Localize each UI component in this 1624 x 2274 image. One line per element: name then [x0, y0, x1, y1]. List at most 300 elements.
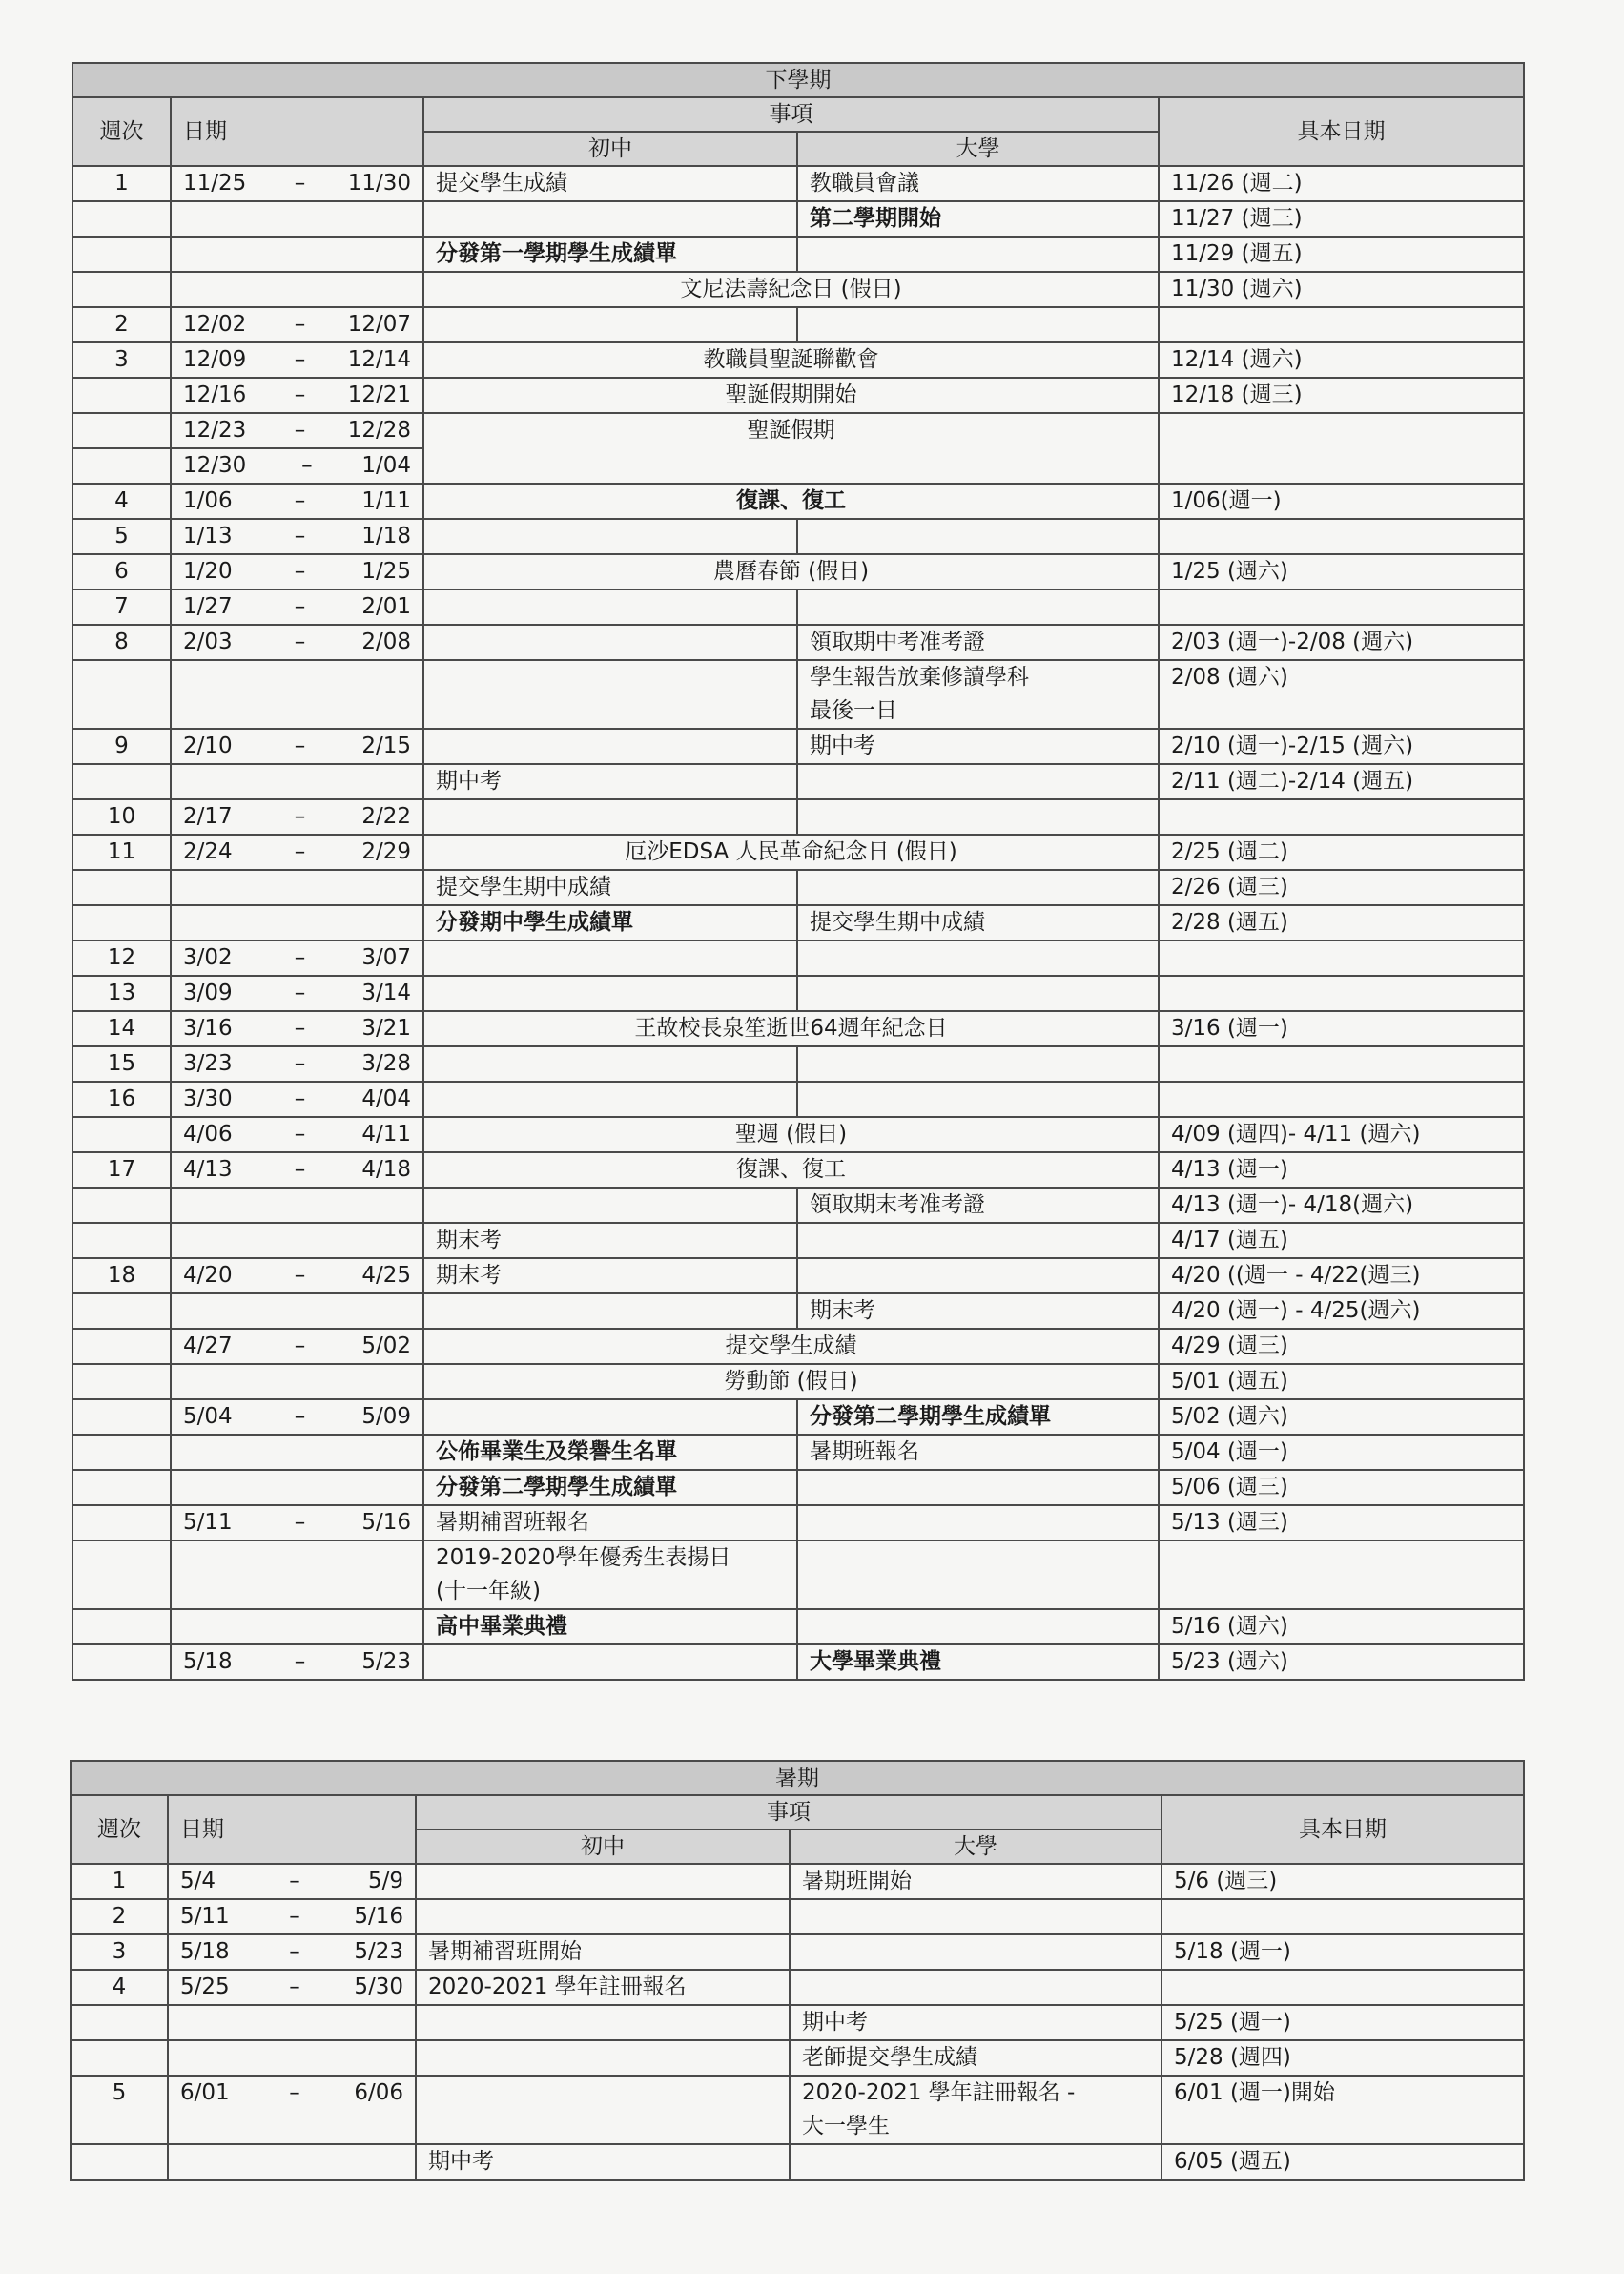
junior-event-cell	[423, 1046, 797, 1082]
university-event-cell: 提交學生期中成績	[797, 905, 1159, 941]
table-row	[71, 2144, 1524, 2180]
university-event-cell	[797, 237, 1159, 272]
table-row	[71, 2076, 1524, 2144]
table-row	[72, 1293, 1524, 1329]
date-to: 1/25	[361, 559, 411, 584]
specific-date-cell: 1/06(週一)	[1159, 484, 1524, 519]
date-from: 1/13	[183, 524, 233, 548]
table-row	[72, 905, 1524, 941]
week-cell	[72, 1188, 171, 1223]
date-range-cell	[171, 1188, 423, 1223]
specific-date-cell: 5/16 (週六)	[1159, 1609, 1524, 1644]
date-to: 5/9	[367, 1869, 403, 1893]
date-from: 3/23	[183, 1051, 233, 1076]
date-range-cell	[168, 2005, 416, 2040]
specific-date-cell: 2/10 (週一)-2/15 (週六)	[1159, 729, 1524, 764]
specific-date-cell: 4/20 (週一) - 4/25(週六)	[1159, 1293, 1524, 1329]
junior-event-cell: 期中考	[423, 764, 797, 799]
university-event-cell	[797, 307, 1159, 342]
junior-event-cell: 提交學生期中成績	[423, 870, 797, 905]
week-cell	[72, 660, 171, 729]
date-range-cell	[171, 1117, 423, 1152]
header-specific-date: 具本日期	[1161, 1795, 1524, 1864]
date-dash: –	[294, 1086, 306, 1111]
week-cell: 2	[71, 1899, 168, 1934]
specific-date-cell: 11/27 (週三)	[1159, 201, 1524, 237]
header-specific-date: 具本日期	[1159, 97, 1524, 166]
date-range-cell	[171, 589, 423, 625]
university-event-cell: 期末考	[797, 1293, 1159, 1329]
shared-event-cell: 勞動節 (假日)	[423, 1364, 1159, 1399]
specific-date-cell	[1161, 1899, 1524, 1934]
date-to: 2/22	[361, 804, 411, 829]
date-range-cell	[171, 1364, 423, 1399]
table-row	[72, 484, 1524, 519]
date-from: 5/25	[180, 1974, 230, 1999]
shared-event-cell: 復課、復工	[423, 1152, 1159, 1188]
date-range-cell	[171, 1644, 423, 1680]
university-event-cell	[797, 1470, 1159, 1505]
university-event-cell: 第二學期開始	[797, 201, 1159, 237]
table-row	[72, 413, 1524, 448]
date-dash: –	[294, 1649, 306, 1674]
week-cell: 18	[72, 1258, 171, 1293]
week-cell: 15	[72, 1046, 171, 1082]
junior-event-cell: 高中畢業典禮	[423, 1609, 797, 1644]
week-cell	[72, 448, 171, 484]
junior-event-cell	[423, 625, 797, 660]
junior-event-cell	[416, 1899, 790, 1934]
week-cell	[72, 1470, 171, 1505]
specific-date-cell	[1159, 413, 1524, 484]
date-range-cell	[171, 905, 423, 941]
week-cell	[72, 201, 171, 237]
junior-event-cell	[423, 1540, 797, 1609]
date-to: 4/04	[361, 1086, 411, 1111]
date-range-cell	[171, 660, 423, 729]
week-cell	[72, 413, 171, 448]
table-row	[72, 1188, 1524, 1223]
date-to: 4/25	[361, 1263, 411, 1288]
junior-event-cell	[423, 1293, 797, 1329]
date-to: 12/14	[347, 347, 411, 372]
table-row	[72, 201, 1524, 237]
date-dash: –	[294, 945, 306, 970]
table-row	[71, 1970, 1524, 2005]
specific-date-cell	[1159, 1082, 1524, 1117]
junior-event-cell	[423, 519, 797, 554]
university-event-cell	[797, 870, 1159, 905]
junior-event-cell: 期中考	[416, 2144, 790, 2180]
week-cell	[72, 764, 171, 799]
date-to: 6/06	[354, 2080, 403, 2105]
week-cell: 14	[72, 1011, 171, 1046]
date-range-cell	[171, 1470, 423, 1505]
week-cell: 1	[71, 1864, 168, 1899]
university-event-cell	[790, 1899, 1161, 1934]
date-to: 2/15	[361, 734, 411, 758]
date-range-cell	[171, 519, 423, 554]
header-date: 日期	[171, 97, 423, 166]
date-dash: –	[294, 312, 306, 337]
junior-event-cell: 分發第一學期學生成績單	[423, 237, 797, 272]
date-range-cell	[171, 1152, 423, 1188]
university-event-cell	[797, 589, 1159, 625]
date-from: 5/11	[183, 1510, 233, 1535]
date-dash: –	[294, 418, 306, 443]
date-from: 1/27	[183, 594, 233, 619]
date-from: 12/09	[183, 347, 247, 372]
junior-event-cell: 2020-2021 學年註冊報名	[416, 1970, 790, 2005]
week-cell	[72, 1223, 171, 1258]
date-range-cell	[171, 272, 423, 307]
date-from: 2/10	[183, 734, 233, 758]
date-range-cell	[171, 764, 423, 799]
date-range-cell	[171, 378, 423, 413]
date-dash: –	[294, 1157, 306, 1182]
shared-event-cell: 聖週 (假日)	[423, 1117, 1159, 1152]
date-to: 4/11	[361, 1122, 411, 1147]
table-row	[72, 519, 1524, 554]
week-cell: 12	[72, 941, 171, 976]
specific-date-cell: 2/25 (週二)	[1159, 835, 1524, 870]
specific-date-cell: 11/29 (週五)	[1159, 237, 1524, 272]
week-cell: 4	[72, 484, 171, 519]
date-range-cell	[171, 307, 423, 342]
table-row	[72, 1609, 1524, 1644]
date-from: 6/01	[180, 2080, 230, 2105]
specific-date-cell: 1/25 (週六)	[1159, 554, 1524, 589]
university-event-cell	[797, 519, 1159, 554]
date-range-cell	[171, 835, 423, 870]
date-to: 2/08	[361, 630, 411, 654]
date-range-cell	[171, 554, 423, 589]
date-range-cell	[171, 976, 423, 1011]
date-range-cell	[168, 1970, 416, 2005]
junior-event-cell	[416, 2076, 790, 2144]
specific-date-cell: 2/26 (週三)	[1159, 870, 1524, 905]
table-row	[72, 1258, 1524, 1293]
university-event-cell	[797, 1223, 1159, 1258]
date-dash: –	[294, 630, 306, 654]
table-row	[72, 729, 1524, 764]
university-event-cell: 領取期中考准考證	[797, 625, 1159, 660]
week-cell	[72, 378, 171, 413]
date-range-cell	[168, 1899, 416, 1934]
header-university: 大學	[797, 132, 1159, 166]
date-range-cell	[171, 870, 423, 905]
table-row	[72, 976, 1524, 1011]
week-cell	[72, 1364, 171, 1399]
table-row	[71, 1899, 1524, 1934]
shared-event-cell: 提交學生成績	[423, 1329, 1159, 1364]
university-event-cell	[790, 1934, 1161, 1970]
date-from: 12/30	[183, 453, 247, 478]
date-dash: –	[289, 1974, 300, 1999]
university-event-cell: 領取期末考准考證	[797, 1188, 1159, 1223]
semester-title: 下學期	[72, 63, 1524, 97]
shared-event-cell: 王故校長泉笙逝世64週年紀念日	[423, 1011, 1159, 1046]
university-event-cell: 教職員會議	[797, 166, 1159, 201]
week-cell: 16	[72, 1082, 171, 1117]
date-from: 12/23	[183, 418, 247, 443]
date-to: 4/18	[361, 1157, 411, 1182]
date-dash: –	[289, 1939, 300, 1964]
week-cell: 17	[72, 1152, 171, 1188]
header-week: 週次	[71, 1795, 168, 1864]
week-cell	[72, 870, 171, 905]
junior-event-cell	[423, 307, 797, 342]
date-dash: –	[294, 594, 306, 619]
date-dash: –	[294, 839, 306, 864]
date-range-cell	[168, 2144, 416, 2180]
specific-date-cell: 6/01 (週一)開始	[1161, 2076, 1524, 2144]
date-dash: –	[294, 1016, 306, 1041]
shared-event-cell: 聖誕假期開始	[423, 378, 1159, 413]
date-range-cell	[171, 1293, 423, 1329]
specific-date-cell: 5/25 (週一)	[1161, 2005, 1524, 2040]
date-to: 2/01	[361, 594, 411, 619]
university-event-cell	[797, 1505, 1159, 1540]
date-dash: –	[294, 1051, 306, 1076]
date-from: 1/06	[183, 488, 233, 513]
specific-date-cell: 2/28 (週五)	[1159, 905, 1524, 941]
week-cell	[72, 1399, 171, 1435]
junior-event-cell	[423, 1399, 797, 1435]
table-row	[72, 625, 1524, 660]
date-dash: –	[294, 1263, 306, 1288]
week-cell	[71, 2005, 168, 2040]
week-cell	[72, 237, 171, 272]
date-range-cell	[171, 1046, 423, 1082]
specific-date-cell	[1159, 976, 1524, 1011]
week-cell: 1	[72, 166, 171, 201]
date-from: 3/02	[183, 945, 233, 970]
university-event-cell	[797, 1258, 1159, 1293]
date-dash: –	[294, 981, 306, 1005]
date-to: 1/11	[361, 488, 411, 513]
table-row	[72, 378, 1524, 413]
table-row	[72, 870, 1524, 905]
date-from: 1/20	[183, 559, 233, 584]
date-dash: –	[294, 347, 306, 372]
junior-event-cell	[423, 201, 797, 237]
date-dash: –	[294, 382, 306, 407]
date-to: 3/14	[361, 981, 411, 1005]
specific-date-cell	[1159, 799, 1524, 835]
date-dash: –	[294, 1510, 306, 1535]
junior-event-cell	[423, 729, 797, 764]
date-dash: –	[289, 1904, 300, 1929]
date-from: 12/16	[183, 382, 247, 407]
date-to: 5/23	[361, 1649, 411, 1674]
header-week: 週次	[72, 97, 171, 166]
date-dash: –	[294, 524, 306, 548]
week-cell	[72, 905, 171, 941]
date-range-cell	[168, 2076, 416, 2144]
table-row	[72, 272, 1524, 307]
specific-date-cell: 3/16 (週一)	[1159, 1011, 1524, 1046]
date-range-cell	[168, 1864, 416, 1899]
header-events: 事項	[423, 97, 1159, 132]
date-dash: –	[289, 2080, 300, 2105]
specific-date-cell	[1161, 1970, 1524, 2005]
university-event-cell-line: 最後一日	[810, 698, 897, 723]
date-from: 4/06	[183, 1122, 233, 1147]
specific-date-cell: 12/18 (週三)	[1159, 378, 1524, 413]
specific-date-cell: 4/13 (週一)- 4/18(週六)	[1159, 1188, 1524, 1223]
date-range-cell	[171, 342, 423, 378]
week-cell: 9	[72, 729, 171, 764]
table-row	[72, 1046, 1524, 1082]
table-row	[72, 1329, 1524, 1364]
junior-event-cell	[416, 2005, 790, 2040]
week-cell: 7	[72, 589, 171, 625]
date-from: 5/04	[183, 1404, 233, 1429]
specific-date-cell: 11/26 (週二)	[1159, 166, 1524, 201]
specific-date-cell	[1159, 307, 1524, 342]
junior-event-cell: 提交學生成績	[423, 166, 797, 201]
date-range-cell	[168, 1934, 416, 1970]
date-range-cell	[171, 625, 423, 660]
header-junior: 初中	[423, 132, 797, 166]
date-to: 12/07	[347, 312, 411, 337]
date-to: 5/30	[354, 1974, 403, 1999]
junior-event-cell	[423, 941, 797, 976]
table-row	[72, 1152, 1524, 1188]
date-to: 12/28	[347, 418, 411, 443]
specific-date-cell: 4/13 (週一)	[1159, 1152, 1524, 1188]
specific-date-cell: 12/14 (週六)	[1159, 342, 1524, 378]
date-to: 5/23	[354, 1939, 403, 1964]
university-event-cell: 大學畢業典禮	[797, 1644, 1159, 1680]
date-range-cell	[171, 729, 423, 764]
week-cell: 4	[71, 1970, 168, 2005]
date-range-cell	[171, 1609, 423, 1644]
date-range-cell	[171, 201, 423, 237]
table-row	[72, 941, 1524, 976]
week-cell	[72, 1505, 171, 1540]
week-cell: 10	[72, 799, 171, 835]
date-to: 3/07	[361, 945, 411, 970]
junior-event-cell	[423, 1644, 797, 1680]
date-dash: –	[294, 171, 306, 196]
date-dash: –	[294, 1404, 306, 1429]
table-row	[71, 2040, 1524, 2076]
table-row	[72, 1399, 1524, 1435]
specific-date-cell	[1159, 1540, 1524, 1609]
junior-event-cell: 分發期中學生成績單	[423, 905, 797, 941]
date-from: 12/02	[183, 312, 247, 337]
university-event-cell	[790, 2144, 1161, 2180]
date-from: 5/11	[180, 1904, 230, 1929]
university-event-cell	[797, 1540, 1159, 1609]
second-semester-table	[72, 62, 1525, 1681]
shared-event-cell: 聖誕假期	[423, 413, 1159, 484]
week-cell	[71, 2144, 168, 2180]
week-cell: 3	[71, 1934, 168, 1970]
university-event-cell: 暑期班開始	[790, 1864, 1161, 1899]
specific-date-cell: 4/20 ((週一 - 4/22(週三)	[1159, 1258, 1524, 1293]
date-range-cell	[171, 1258, 423, 1293]
shared-event-cell: 農曆春節 (假日)	[423, 554, 1159, 589]
date-range-cell	[168, 2040, 416, 2076]
junior-event-cell	[423, 1082, 797, 1117]
specific-date-cell: 5/01 (週五)	[1159, 1364, 1524, 1399]
date-to: 12/21	[347, 382, 411, 407]
university-event-cell	[797, 1082, 1159, 1117]
header-junior: 初中	[416, 1830, 790, 1864]
specific-date-cell: 5/18 (週一)	[1161, 1934, 1524, 1970]
specific-date-cell: 6/05 (週五)	[1161, 2144, 1524, 2180]
specific-date-cell: 2/08 (週六)	[1159, 660, 1524, 729]
date-from: 3/30	[183, 1086, 233, 1111]
date-range-cell	[171, 1505, 423, 1540]
junior-event-cell	[416, 2040, 790, 2076]
university-event-cell	[797, 976, 1159, 1011]
university-event-cell: 分發第二學期學生成績單	[797, 1399, 1159, 1435]
week-cell: 11	[72, 835, 171, 870]
table-row	[72, 554, 1524, 589]
date-to: 5/16	[354, 1904, 403, 1929]
date-to: 5/16	[361, 1510, 411, 1535]
date-from: 5/18	[183, 1649, 233, 1674]
date-to: 2/29	[361, 839, 411, 864]
week-cell	[72, 1540, 171, 1609]
university-event-cell: 期中考	[790, 2005, 1161, 2040]
university-event-cell: 暑期班報名	[797, 1435, 1159, 1470]
header-university: 大學	[790, 1830, 1161, 1864]
date-range-cell	[171, 484, 423, 519]
week-cell	[72, 1435, 171, 1470]
junior-event-cell: 期末考	[423, 1258, 797, 1293]
date-dash: –	[294, 1122, 306, 1147]
junior-event-cell: 期末考	[423, 1223, 797, 1258]
table-row	[72, 1011, 1524, 1046]
table-row	[72, 835, 1524, 870]
date-from: 5/4	[180, 1869, 216, 1893]
specific-date-cell	[1159, 519, 1524, 554]
table-row	[71, 1934, 1524, 1970]
university-event-cell	[797, 660, 1159, 729]
table-row	[72, 1470, 1524, 1505]
week-cell: 3	[72, 342, 171, 378]
date-range-cell	[171, 799, 423, 835]
date-dash: –	[301, 453, 313, 478]
date-dash: –	[294, 488, 306, 513]
date-from: 3/09	[183, 981, 233, 1005]
date-from: 2/24	[183, 839, 233, 864]
date-from: 4/27	[183, 1333, 233, 1358]
week-cell: 13	[72, 976, 171, 1011]
table-row	[72, 1505, 1524, 1540]
date-dash: –	[294, 559, 306, 584]
date-range-cell	[171, 941, 423, 976]
week-cell	[72, 272, 171, 307]
junior-event-cell	[423, 799, 797, 835]
university-event-cell	[797, 941, 1159, 976]
junior-event-cell	[416, 1864, 790, 1899]
week-cell	[72, 1117, 171, 1152]
date-range-cell	[171, 1011, 423, 1046]
week-cell	[72, 1609, 171, 1644]
specific-date-cell: 4/29 (週三)	[1159, 1329, 1524, 1364]
week-cell: 6	[72, 554, 171, 589]
table-row	[72, 237, 1524, 272]
specific-date-cell: 5/6 (週三)	[1161, 1864, 1524, 1899]
specific-date-cell: 11/30 (週六)	[1159, 272, 1524, 307]
summer-table	[70, 1760, 1525, 2181]
